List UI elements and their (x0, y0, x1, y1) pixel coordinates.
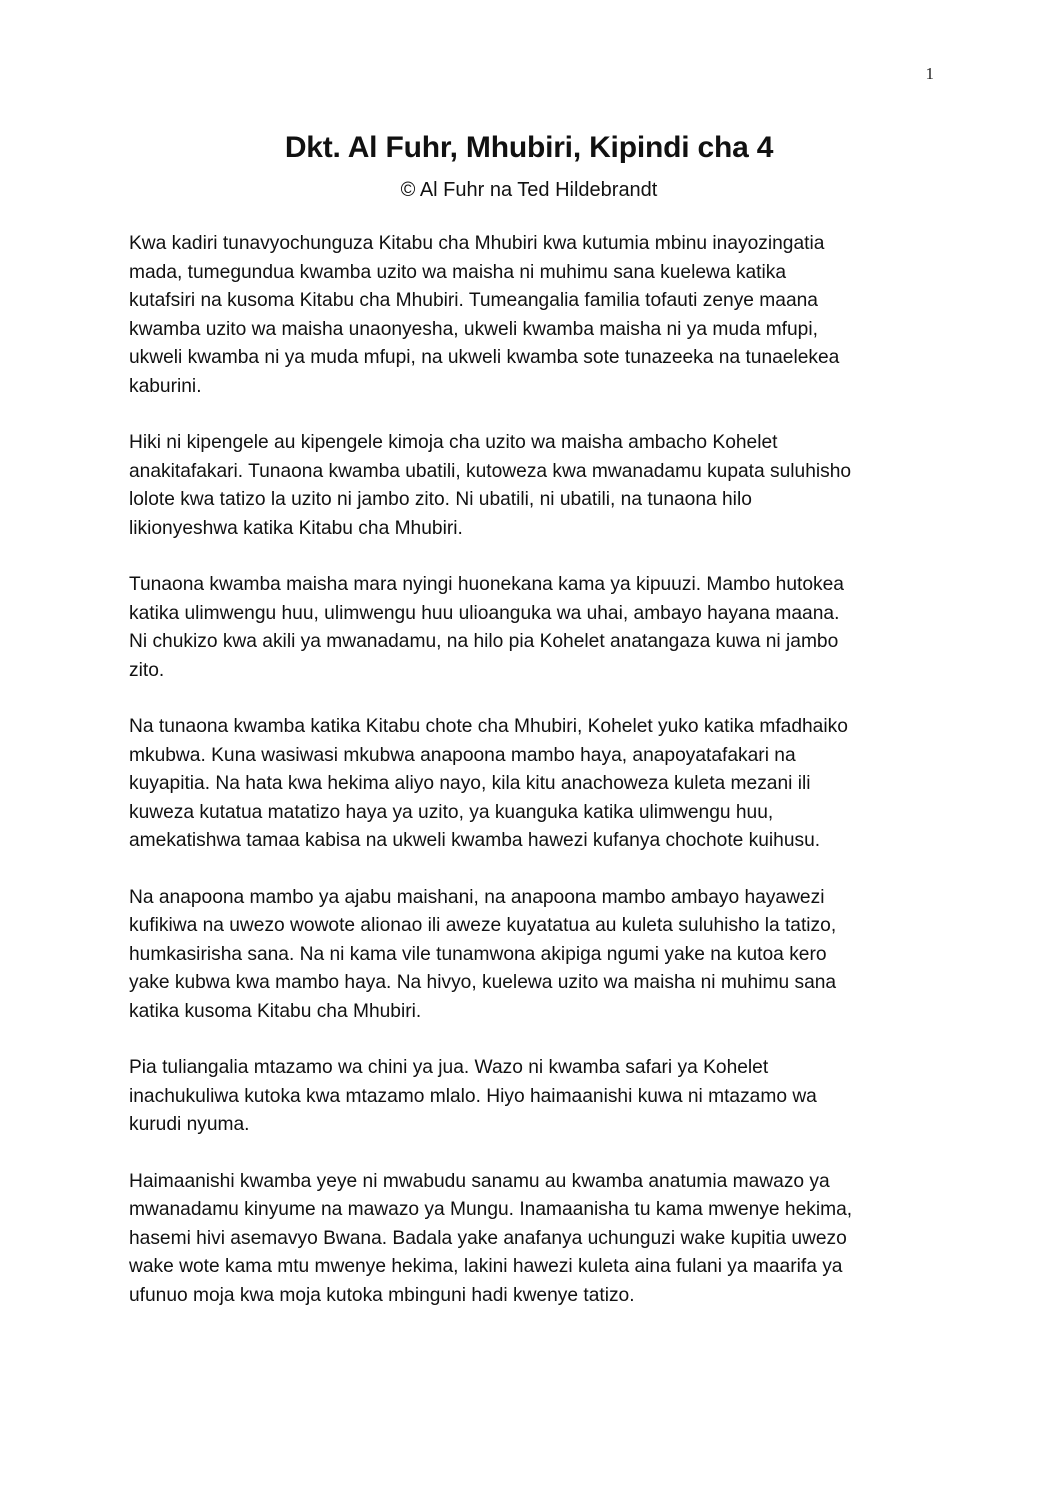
paragraph (129, 1168, 929, 1311)
paragraph-line: kuweza kutatua matatizo haya ya uzito, ya kuanguka katika ulimwengu huu, (129, 801, 774, 823)
paragraph-line: yake kubwa kwa mambo haya. Na hivyo, kuelewa uzito wa maisha ni muhimu sana (129, 972, 837, 993)
paragraph (129, 1054, 929, 1140)
paragraph-line: wake wote kama mtu mwenye hekima, lakini hawezi kuleta aina fulani ya maarifa ya (129, 1256, 843, 1277)
paragraph-line: katika kusoma Kitabu cha Mhubiri. (129, 1000, 422, 1022)
paragraph-line: Tunaona kwamba maisha mara nyingi huonekana kama ya kipuuzi. Mambo hutokea (129, 574, 844, 595)
paragraph-line: anakitafakari. Tunaona kwamba ubatili, kutoweza kwa mwanadamu kupata suluhisho (129, 460, 852, 482)
paragraph-line: mada, tumegundua kwamba uzito wa maisha ni muhimu sana kuelewa katika (129, 261, 786, 283)
paragraph (129, 429, 929, 543)
paragraph-line: Hiki ni kipengele au kipengele kimoja cha uzito wa maisha ambacho Kohelet (129, 432, 778, 453)
paragraph-line: mkubwa. Kuna wasiwasi mkubwa anapoona mambo haya, anapoyatafakari na (129, 744, 796, 766)
paragraph-line: kuyapitia. Na hata kwa hekima aliyo nayo, kila kitu anachoweza kuleta mezani ili (129, 773, 811, 794)
paragraph (129, 884, 929, 1027)
paragraph-line: Haimaanishi kwamba yeye ni mwabudu sanamu au kwamba anatumia mawazo ya (129, 1170, 830, 1192)
paragraph-line: amekatishwa tamaa kabisa na ukweli kwamba hawezi kufanya chochote kuihusu. (129, 830, 821, 851)
paragraph-line: ukweli kwamba ni ya muda mfupi, na ukweli kwamba sote tunazeeka na tunaelekea (129, 347, 840, 368)
paragraph-line: mwanadamu kinyume na mawazo ya Mungu. Inamaanisha tu kama mwenye hekima, (129, 1199, 853, 1220)
document-body (129, 230, 929, 1338)
paragraph-line: kutafsiri na kusoma Kitabu cha Mhubiri. Tumeangalia familia tofauti zenye maana (129, 290, 818, 311)
paragraph-line: kaburini. (129, 375, 202, 397)
paragraph (129, 230, 929, 401)
paragraph-line: Pia tuliangalia mtazamo wa chini ya jua. Wazo ni kwamba safari ya Kohelet (129, 1057, 769, 1078)
paragraph-line: Na tunaona kwamba katika Kitabu chote cha Mhubiri, Kohelet yuko katika mfadhaiko (129, 716, 848, 737)
paragraph-line: likionyeshwa katika Kitabu cha Mhubiri. (129, 517, 463, 539)
paragraph-line: kufikiwa na uwezo wowote alionao ili aweze kuyatatua au kuleta suluhisho la tatizo, (129, 915, 837, 936)
paragraph (129, 571, 929, 685)
paragraph-line: Kwa kadiri tunavyochunguza Kitabu cha Mhubiri kwa kutumia mbinu inayozingatia (129, 233, 825, 254)
paragraph-line: lolote kwa tatizo la uzito ni jambo zito. Ni ubatili, ni ubatili, na tunaona hilo (129, 489, 752, 510)
paragraph-line: katika ulimwengu huu, ulimwengu huu ulioanguka wa uhai, ambayo hayana maana. (129, 602, 840, 624)
paragraph-line: hasemi hivi asemavyo Bwana. Badala yake anafanya uchunguzi wake kupitia uwezo (129, 1227, 847, 1249)
paragraph (129, 713, 929, 856)
copyright-line: © Al Fuhr na Ted Hildebrandt (400, 179, 658, 201)
paragraph-line: kurudi nyuma. (129, 1114, 250, 1135)
paragraph-line: inachukuliwa kutoka kwa mtazamo mlalo. Hiyo haimaanishi kuwa ni mtazamo wa (129, 1085, 817, 1107)
page-number: 1 (925, 64, 934, 83)
paragraph-line: Na anapoona mambo ya ajabu maishani, na anapoona mambo ambayo hayawezi (129, 886, 825, 908)
document-title: Dkt. Al Fuhr, Mhubiri, Kipindi cha 4 (284, 131, 774, 164)
paragraph-line: kwamba uzito wa maisha unaonyesha, ukweli kwamba maisha ni ya muda mfupi, (129, 318, 818, 340)
paragraph-line: Ni chukizo kwa akili ya mwanadamu, na hilo pia Kohelet anatangaza kuwa ni jambo (129, 631, 839, 652)
paragraph-line: ufunuo moja kwa moja kutoka mbinguni hadi kwenye tatizo. (129, 1284, 635, 1306)
paragraph-line: humkasirisha sana. Na ni kama vile tunamwona akipiga ngumi yake na kutoa kero (129, 943, 827, 965)
paragraph-line: zito. (129, 659, 165, 681)
